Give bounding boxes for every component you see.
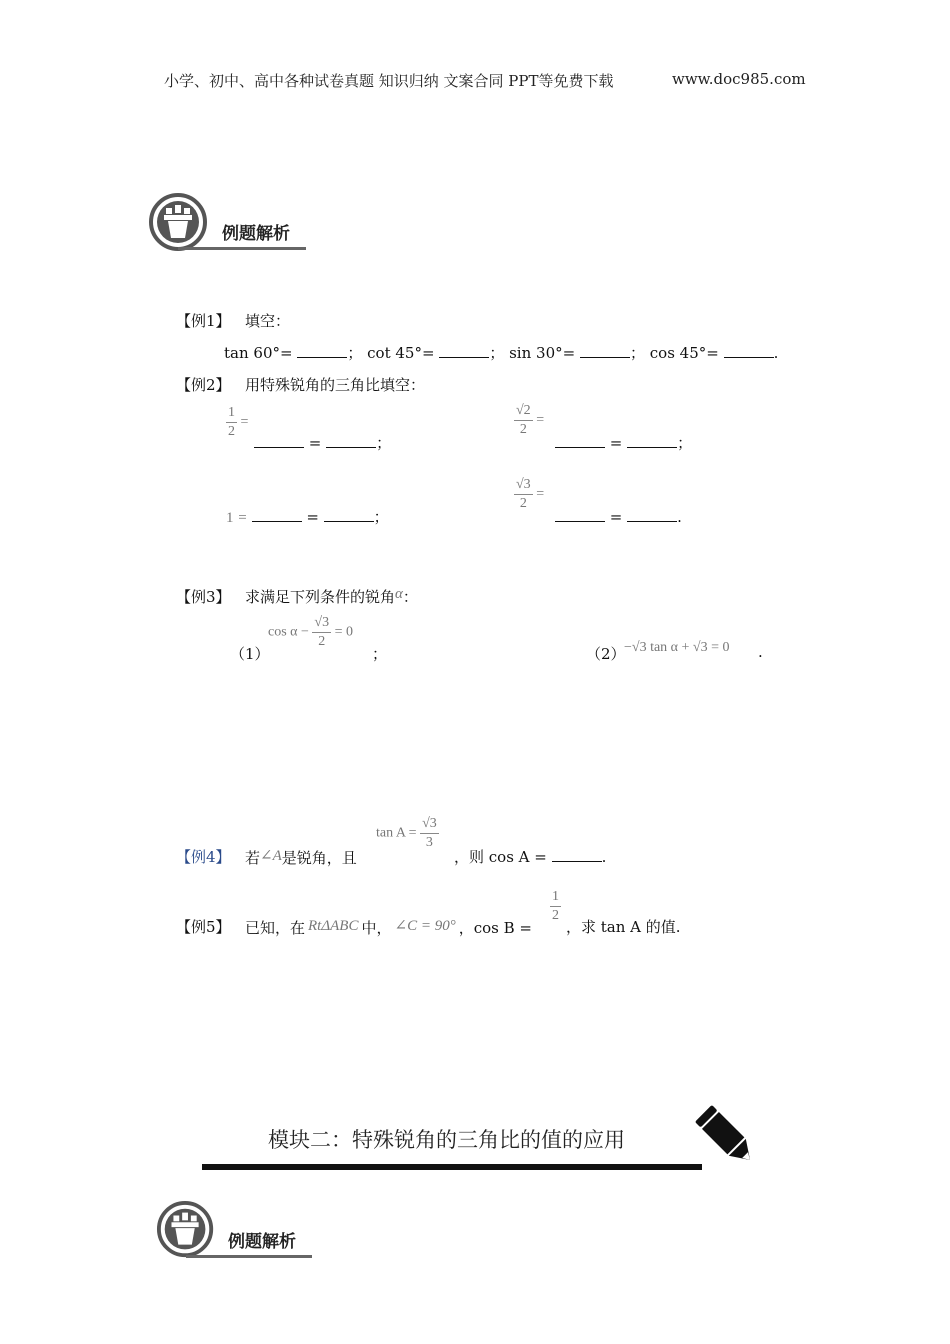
answer-blank [724,356,774,358]
ex2-row1-left-blanks: = ； [254,432,391,453]
ex2-sqrt2-half-fraction: $\frac{√2}{2}$ = [516,403,545,437]
example-2-label: 【例2】 [176,376,231,394]
ex1-item-cos45: cos 45°= [649,344,719,362]
chess-rook-badge-icon [156,1200,218,1262]
ex4-question: ，则 cos A = . [454,848,607,866]
pencil-icon [690,1100,762,1172]
ex5-cosB-fraction: $\frac{1}{2}$ [552,889,559,923]
section-title: 例题解析 [222,224,290,244]
answer-blank [326,446,376,448]
ex1-item-tan60: tan 60°= [224,344,293,362]
answer-blank [555,520,605,522]
answer-blank [627,520,677,522]
ex1-item-sin30: sin 30°= [509,344,576,362]
ex2-one: 1 [226,510,234,526]
ex3-part2-label: （2） [586,645,626,663]
example-3-label: 【例3】 [176,588,231,606]
example-1-prompt: 填空： [245,312,291,330]
example-3-prompt: 求满足下列条件的锐角α： [245,586,418,606]
example-5-line: 已知，在 RtΔABC 中， ∠C = 90° ，cos B = [245,918,532,937]
example-5-label: 【例5】 [176,918,231,936]
ex3-part1-equation: cos α − $\frac{√3}{2}$ = 0 [268,615,353,649]
answer-blank [580,356,630,358]
module-2-title: 模块二：特殊锐角的三角比的值的应用 [268,1128,625,1152]
ex2-row2-right-blanks: = . [555,508,682,526]
module-2-underline [202,1164,702,1170]
answer-blank [324,520,374,522]
example-1-line: tan 60°= ； cot 45°= ； sin 30°= ； cos 45°= . [224,344,779,362]
section-underline [178,247,306,250]
answer-blank [627,446,677,448]
answer-blank [252,520,302,522]
ex4-given-equation: tan A = $\frac{√3}{3}$ [376,816,437,850]
ex2-row1-right-blanks: = ； [555,432,692,453]
section-underline [186,1255,312,1258]
ex5-question-end: ，求 tan A 的值. [566,918,681,936]
ex3-part2-equation: −√3 tan α + √3 = 0 [624,640,730,655]
header-right-text: www.doc985.com [672,70,806,88]
answer-blank [555,446,605,448]
header-left-text: 小学、初中、高中各种试卷真题 知识归纳 文案合同 PPT等免费下载 [164,72,614,90]
section-title: 例题解析 [228,1232,296,1252]
example-4-label: 【例4】 [176,848,231,866]
answer-blank [254,446,304,448]
ex3-part1-label: （1） [230,645,270,663]
example-2-prompt: 用特殊锐角的三角比填空： [245,376,426,394]
answer-blank [439,356,489,358]
ex3-part2-end: . [758,643,763,661]
answer-blank [552,860,602,862]
ex2-sqrt3-half-fraction: $\frac{√3}{2}$ = [516,477,545,511]
ex3-part1-end: ； [372,645,388,663]
ex2-row2-left: 1 = = ； [226,508,389,526]
example-4-line: 若∠A是锐角，且 [245,848,357,867]
example-1-label: 【例1】 [176,312,231,330]
answer-blank [297,356,347,358]
ex2-half-fraction: $\frac{1}{2}$ = [228,405,249,439]
ex1-item-cot45: cot 45°= [367,344,435,362]
